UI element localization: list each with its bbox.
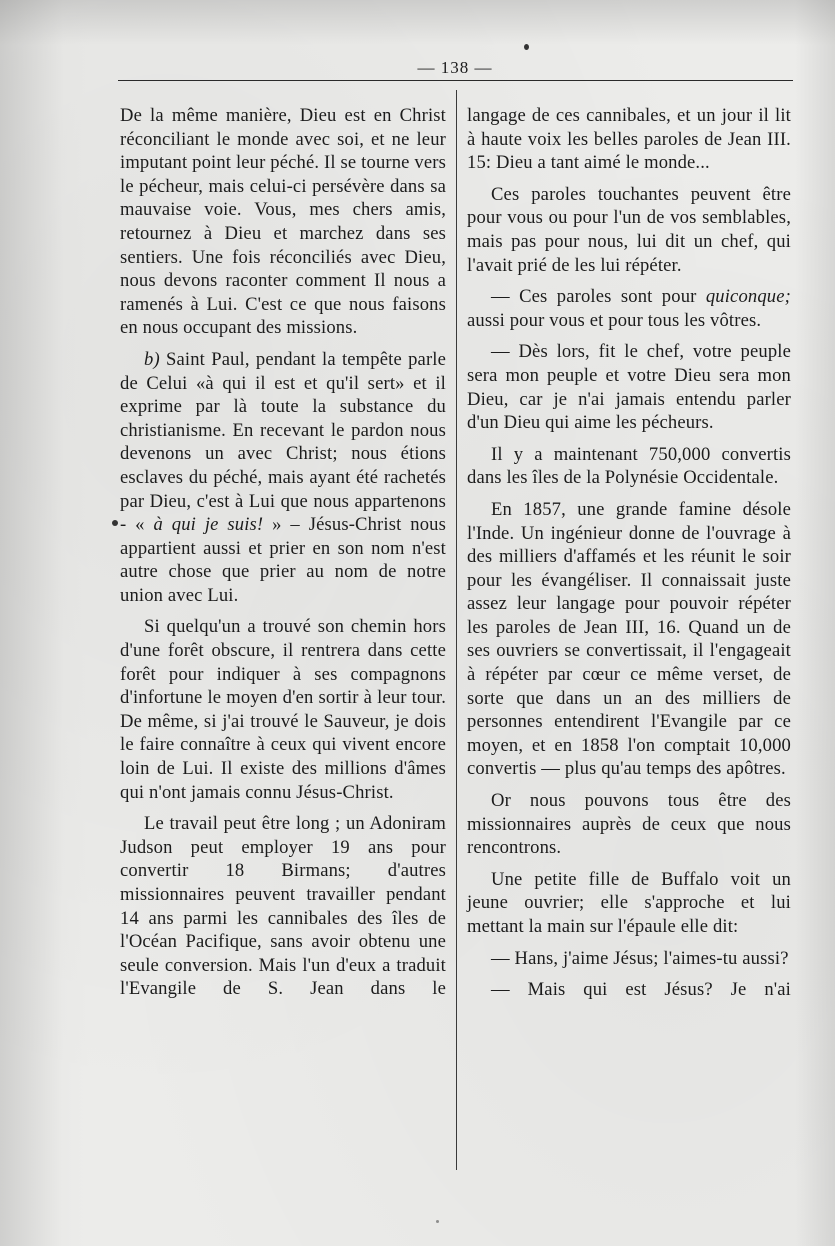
paragraph: De la même manière, Dieu est en Christ réconciliant le monde avec soi, et ne leur imputant point leur péché. Il se tourne vers le pécheur, mais celui-ci persévère dans sa mauvaise voie. Vous, mes chers amis, retournez à Dieu et marchez dans ses sentiers. Une fois réconciliés avec Dieu, nous devons raconter comment Il nous a ramenés à Lui. C'est ce que nous faisons en nous occupant des missions. — [120, 105, 446, 339]
ink-speck — [436, 1220, 439, 1223]
paragraph: Le travail peut être long ; un Adoniram Judson peut employer 19 ans pour convertir 18 Birmans; d'autres missionnaires peuvent travailler pendant 14 ans parmi les cannibales des îles de l'Océan Pacifique, sans avoir obtenu une seule conversion. Mais l'un d'eux a traduit l'Evangile de S. Jean dans le — [120, 813, 446, 1000]
paragraph: — Hans, j'aime Jésus; l'aimes-tu aussi? — [491, 947, 789, 969]
italic-text: à qui je suis! — [153, 514, 264, 536]
paragraph: Ces paroles touchantes peuvent être pour vous ou pour l'un de vos semblables, mais pas pour nous, lui dit un chef, qui l'avait prié de les lui répéter. — [467, 183, 791, 276]
page-shadow-left — [0, 0, 90, 1246]
paragraph: — Ces paroles sont pour quiconque; aussi pour vous et pour tous les vôtres. — [467, 286, 791, 331]
paragraph: — Dès lors, fit le chef, votre peuple sera mon peuple et votre Dieu sera mon Dieu, car je n'ai jamais entendu parler d'un Dieu qui aime les pécheurs. — [467, 341, 791, 434]
paragraph: — Mais qui est Jésus? Je n'ai — [491, 979, 791, 1001]
paragraph: Une petite fille de Buffalo voit un jeune ouvrier; elle s'approche et lui mettant la main sur l'épaule elle dit: — [467, 868, 791, 937]
ink-speck — [524, 44, 529, 50]
left-column — [120, 104, 446, 1009]
paragraph: Or nous pouvons tous être des missionnaires auprès de ceux que nous rencontrons. — [467, 790, 791, 859]
italic-text: quiconque; — [705, 286, 791, 308]
italic-text: b) — [144, 348, 160, 370]
page-number: — 138 — — [417, 58, 493, 77]
page-shadow-right — [795, 0, 835, 1246]
right-column — [467, 104, 791, 1010]
paragraph: langage de ces cannibales, et un jour il lit à haute voix les belles paroles de Jean III. 15: Dieu a tant aimé le monde... — [467, 105, 791, 174]
header-rule — [118, 80, 793, 81]
paragraph: En 1857, une grande famine désole l'Inde. Un ingénieur donne de l'ouvrage à des milliers d'affamés et les réunit le soir pour les évangéliser. Il connaissait juste assez leur langage pour pouvoir répéter les paroles de Jean III, 16. Quand un de ses ouvriers se convertissait, il l'engageait à répéter par cœur ce même verset, de sorte que dans un an des milliers de personnes entendirent l'Evangile par ce moyen, et en 1858 l'on comptait 10,000 convertis — plus qu'au temps des apôtres. — [467, 498, 791, 780]
paragraph: b) Saint Paul, pendant la tempête parle de Celui «à qui il est et qu'il sert» et il exprime par là toute la substance du christianisme. En recevant le pardon nous devenons un avec Christ; nous étions esclaves du péché, mais ayant été rachetés par Dieu, c'est à Lui que nous appartenons - « à qui je suis! » – Jésus-Christ nous appartient aussi et prier en son nom n'est autre chose que prier au nom de notre union avec Lui. — [120, 348, 446, 606]
page-shadow-top — [0, 0, 835, 45]
column-divider — [456, 90, 457, 1170]
paragraph: Si quelqu'un a trouvé son chemin hors d'une forêt obscure, il rentrera dans cette forêt pour indiquer à ses compagnons d'infortune le moyen d'en sortir à leur tour. De même, si j'ai trouvé le Sauveur, je dois le faire connaître à ceux qui vivent encore loin de Lui. Il existe des millions d'âmes qui n'ont jamais connu Jésus-Christ. — [120, 616, 446, 803]
paragraph: Il y a maintenant 750,000 convertis dans les îles de la Polynésie Occidentale. — [467, 443, 791, 489]
ink-speck — [112, 520, 118, 526]
